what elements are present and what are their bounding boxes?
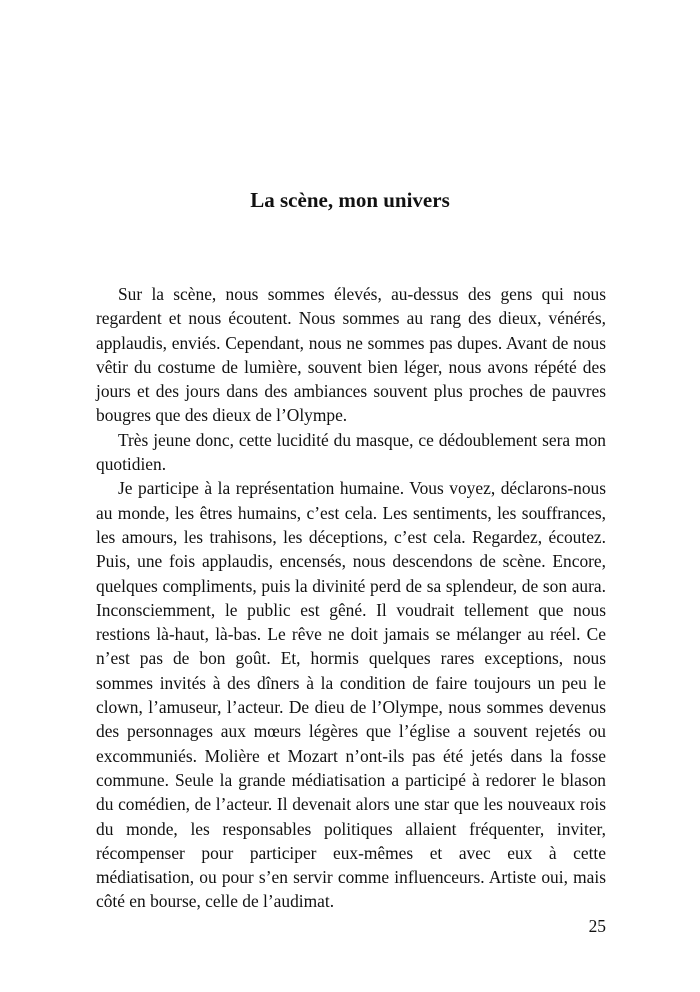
body-text	[96, 282, 606, 914]
paragraph: Sur la scène, nous sommes élevés, au-dessus des gens qui nous regardent et nous écoutent. Nous sommes au rang des dieux, vénérés, applaudis, enviés. Cependant, nous ne sommes pas dupes. Avant de nous vêtir du costume de lumière, souvent bien léger, nous avons répété des jours et des jours dans des ambiances souvent plus proches de pauvres bougres que des dieux de l’Olympe.	[96, 284, 606, 426]
chapter-title: La scène, mon univers	[250, 188, 450, 212]
page-number: 25	[588, 916, 606, 936]
paragraph: Très jeune donc, cette lucidité du masque, ce dédoublement sera mon quotidien.	[96, 429, 606, 475]
paragraph: Je participe à la représentation humaine. Vous voyez, déclarons-nous au monde, les êtres humains, c’est cela. Les sentiments, les souffrances, les amours, les trahisons, les déceptions, c’est cela. Regardez, écoutez. Puis, une fois applaudis, encensés, nous descendons de scène. Encore, quelques compliments, puis la divinité perd de sa splendeur, de son aura. Inconsciemment, le public est gêné. Il voudrait tellement que nous restions là-haut, là-bas. Le rêve ne doit jamais se mélanger au réel. Ce n’est pas de bon goût. Et, hormis quelques rares exceptions, nous sommes invités à des dîners à la condition de faire toujours un peu le clown, l’amuseur, l’acteur. De dieu de l’Olympe, nous sommes devenus des personnages aux mœurs légères que l’église a souvent rejetés ou excommuniés. Molière et Mozart n’ont-ils pas été jetés dans la fosse commune. Seule la grande médiatisation a participé à redorer le blason du comédien, de l’acteur. Il devenait alors une star que les nouveaux rois du monde, les responsables politiques allaient fréquenter, inviter, récompenser pour participer eux-mêmes et avec eux à cette médiatisation, ou pour s’en servir comme influenceurs. Artiste oui, mais côté en bourse, celle de l’audimat.	[96, 478, 606, 912]
